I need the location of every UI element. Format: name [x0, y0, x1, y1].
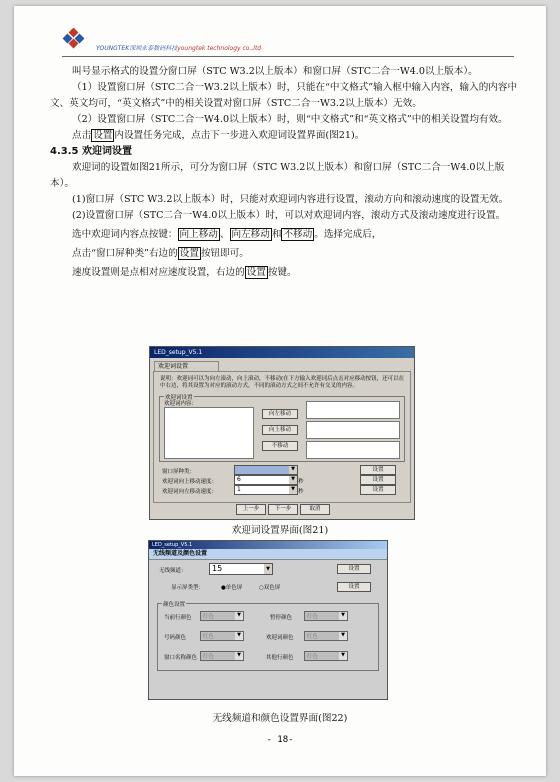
window-title: LED_setup_V5.1	[149, 541, 387, 549]
channel-color-window: LED_setup_V5.1 无线频道及颜色设置 无线频道： 15 ▼ 设置 显示屏类型： ●单色屏 ○双色屏 设置 颜色设置 当前行颜色 红色 ▼ 暂停颜色 红色 ▼ 号码颜色 红色 ▼ 欢迎词颜色 红色 ▼ 窗口名称颜色 红色 ▼ 其他行颜色 红色 ▼	[148, 540, 388, 700]
welcome-color-select[interactable]: 红色 ▼	[304, 631, 348, 641]
static-list[interactable]	[306, 441, 400, 459]
set-button-ref: 设置	[93, 130, 113, 141]
tab-welcome[interactable]: 欢迎词设置	[154, 361, 219, 372]
channel-select[interactable]: 15 ▼	[209, 563, 273, 575]
welcome-text-list[interactable]	[164, 407, 254, 459]
cancel-button[interactable]: 取消	[300, 504, 330, 515]
section-heading: 4.3.5 欢迎词设置	[50, 146, 132, 157]
left-speed-select[interactable]: 1 ▼	[234, 485, 298, 495]
move-up-ref: 向上移动	[179, 229, 218, 240]
paragraph: （2）设置窗口屏（STC二合一W4.0以上版本）时，则“中文格式”和“英文格式”中的相关设置均有效。	[72, 114, 508, 125]
move-up-button[interactable]: 向上移动	[262, 425, 298, 435]
no-move-ref: 不移动	[283, 229, 313, 240]
figure-caption: 欢迎词设置界面(图21)	[231, 525, 329, 536]
window-title: LED_setup_V5.1	[150, 347, 414, 358]
company-name: YOUNGTEK深圳永泰数码科技youngtek technology co.,ltd	[96, 45, 262, 52]
dual-radio[interactable]: ○双色屏	[259, 585, 281, 591]
set-button-ref: 设置	[179, 248, 199, 259]
welcome-settings-window	[149, 346, 415, 520]
instruction-note: 说明：欢迎词可以为向左滚动，向上滚动，不移动(在下方输入欢迎词后点击对应移动按钮，还可以在中右边，将其设置为对应的滚动方式，不同的滚动方式之间不允许有交叉的内容。	[160, 376, 405, 389]
window-heading: 无线频道及颜色设置	[149, 549, 387, 560]
no-move-button[interactable]: 不移动	[262, 441, 298, 451]
other-row-color-select[interactable]: 红色 ▼	[304, 651, 348, 661]
window-name-color-select[interactable]: 红色 ▼	[200, 651, 244, 661]
up-scroll-list[interactable]	[306, 421, 400, 439]
paragraph: 点击“窗口屏种类”右边的 设置 按钮即可。	[72, 248, 249, 259]
move-left-button[interactable]: 向左移动	[262, 409, 298, 419]
paragraph: 叫号显示格式的设置分窗口屏（STC W3.2以上版本）和窗口屏（STC二合一W4.0以上版本）。	[72, 66, 478, 77]
pause-color-select[interactable]: 红色 ▼	[304, 611, 348, 621]
welcome-group: 欢迎词设置 欢迎词内容： 向左移动 向上移动 不移动	[159, 396, 405, 462]
left-speed-set-button[interactable]: 设置	[360, 485, 396, 495]
color-group: 颜色设置 当前行颜色 红色 ▼ 暂停颜色 红色 ▼ 号码颜色 红色 ▼ 欢迎词颜色 红色 ▼ 窗口名称颜色 红色 ▼ 其他行颜色 红色 ▼	[157, 603, 379, 671]
paragraph: (1)窗口屏（STC W3.2以上版本）时，只能对欢迎词内容进行设置，滚动方向和滚动速度的设置无效。	[72, 194, 509, 205]
paragraph: 速度设置则是点相对应速度设置，右边的 设置 按键。	[72, 267, 297, 278]
channel-set-button[interactable]: 设置	[337, 564, 371, 574]
mono-radio[interactable]: ●单色屏	[221, 585, 243, 591]
welcome-panel: 说明：欢迎词可以为向左滚动，向上滚动，不移动(在下方输入欢迎词后点击对应移动按钮，还可以在中右边，将其设置为对应的滚动方式，不同的滚动方式之间不允许有交叉的内容。 欢迎词设置 欢迎词内容： 向左移动 向上移动 不移动 窗口屏种类： ▼ 设置 欢迎词向上移动速度： 6 ▼ 秒 设置 欢迎词向左移动速度： 1 ▼ 秒 设置	[153, 371, 411, 503]
screen-type-select[interactable]	[234, 465, 298, 475]
paragraph: 点击 设置 内设置任务完成，点击下一步进入欢迎词设置界面(图21)。	[72, 130, 365, 141]
figure-caption: 无线频道和颜色设置界面(图22)	[212, 713, 348, 724]
move-left-ref: 向左移动	[231, 229, 270, 240]
prev-button[interactable]: 上一步	[236, 504, 266, 515]
number-color-select[interactable]: 红色 ▼	[200, 631, 244, 641]
display-set-button[interactable]: 设置	[337, 582, 371, 592]
up-speed-set-button[interactable]: 设置	[360, 475, 396, 485]
paragraph: 欢迎词的设置如图21所示，可分为窗口屏（STC W3.2以上版本）和窗口屏（STC二合一W4.0以上版本）。	[50, 162, 505, 189]
left-scroll-list[interactable]	[306, 401, 400, 419]
type-set-button[interactable]: 设置	[360, 465, 396, 475]
paragraph: (2)设置窗口屏（STC二合一W4.0以上版本）时，可以对欢迎词内容，滚动方式及滚动速度进行设置。	[72, 210, 506, 221]
page-number: - 18-	[266, 735, 294, 745]
set-button-ref: 设置	[246, 267, 266, 278]
current-row-color-select[interactable]: 红色 ▼	[200, 611, 244, 621]
paragraph: 选中欢迎词内容点按键： 向上移动 、 向左移动 和 不移动 。选择完成后，	[72, 229, 382, 240]
header-rule	[62, 56, 514, 57]
company-logo-icon	[59, 28, 89, 50]
paragraph: （1）设置窗口屏（STC二合一W3.2以上版本）时，只能在“中文格式”输入框中输入内容，输入的内容中文、英文均可，“英文格式”中的相关设置对窗口屏（STC二合一W3.2以上版本）无效。	[50, 82, 518, 109]
next-button[interactable]: 下一步	[268, 504, 298, 515]
document-body	[50, 64, 520, 281]
up-speed-select[interactable]: 6 ▼	[234, 475, 298, 485]
